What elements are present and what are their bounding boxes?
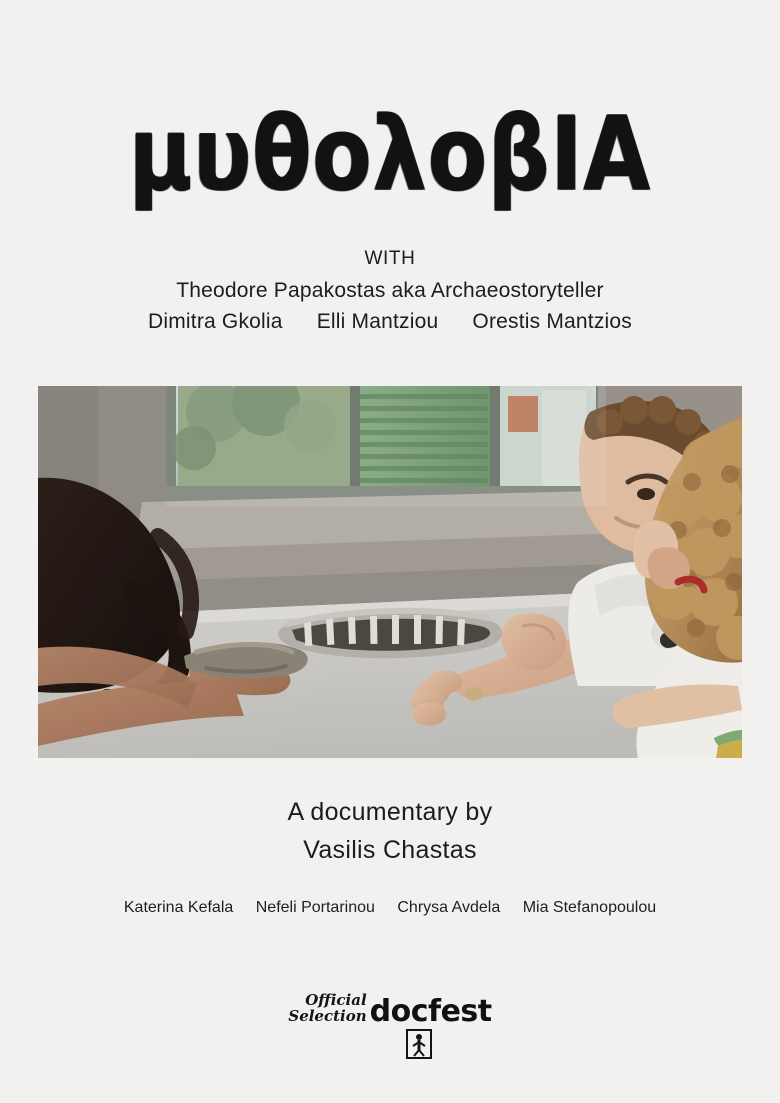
docfest-label: docfest: [369, 993, 492, 1029]
documentary-by-label: A documentary by: [287, 798, 493, 826]
page-title: μυθολοβΙΑ: [128, 95, 652, 214]
with-label: WITH: [364, 248, 416, 269]
docfest-figure-icon: [288, 1029, 491, 1064]
cast-name: Dimitra Gkolia: [148, 310, 283, 333]
director-credit-block: [0, 798, 780, 865]
crew-name: Katerina Kefala: [123, 899, 234, 916]
director-name: Vasilis Chastas: [303, 836, 477, 864]
cast-name: Elli Mantziou: [316, 310, 439, 333]
crew-name: Chrysa Avdela: [397, 899, 501, 916]
poster-photo: [38, 386, 742, 758]
crew-credits-row: [0, 899, 780, 917]
crew-name: Mia Stefanopoulou: [522, 899, 657, 916]
cast-names-row: [0, 310, 780, 334]
official-label: Official: [305, 991, 367, 1009]
cast-credits-block: [0, 248, 780, 334]
festival-badge: [0, 993, 780, 1064]
poster-title-block: [0, 95, 780, 214]
crew-name: Nefeli Portarinou: [255, 899, 375, 916]
official-selection-text: [288, 993, 366, 1027]
selection-label: Selection: [288, 1006, 367, 1025]
cast-name: Orestis Mantzios: [472, 310, 632, 333]
cast-lead-name: Theodore Papakostas aka Archaeostoryteller: [176, 279, 604, 302]
